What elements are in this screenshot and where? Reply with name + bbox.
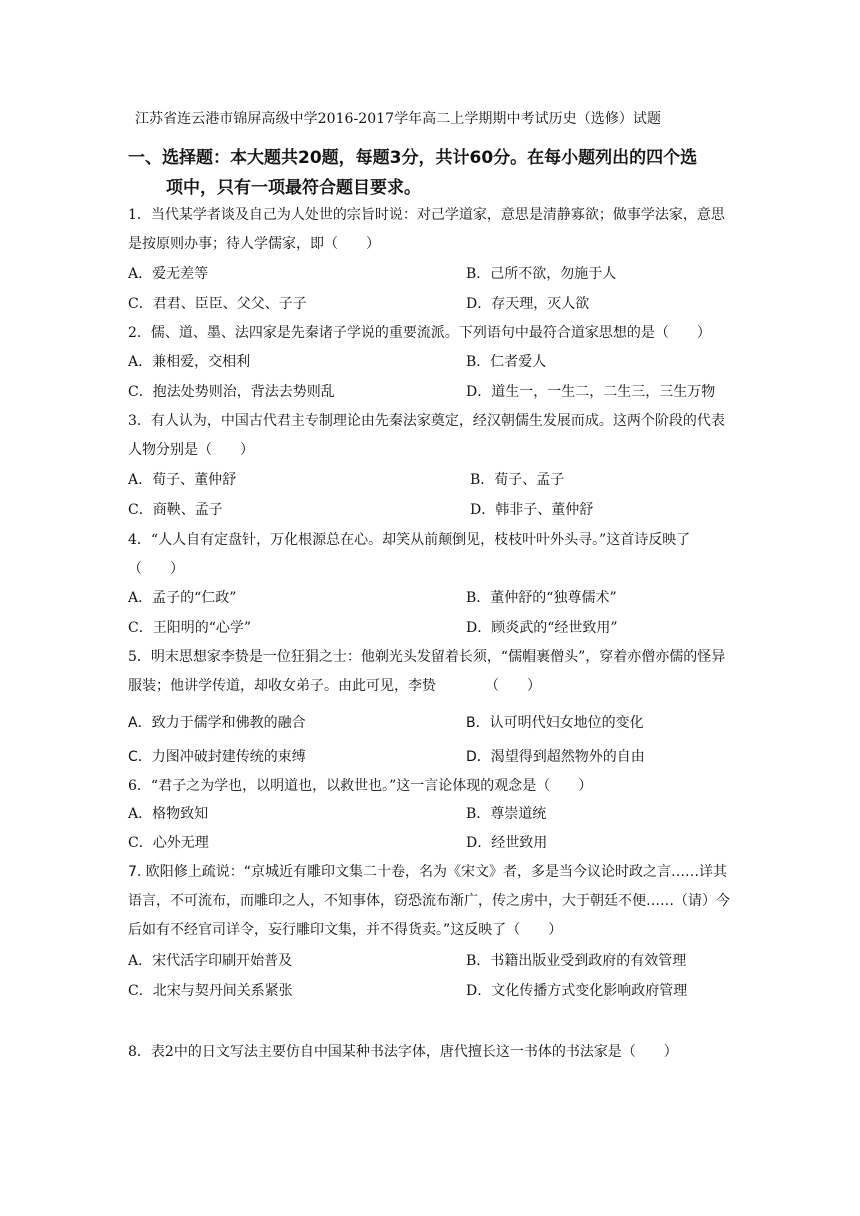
question-1-option-a: A．爱无差等 [128,266,209,282]
section-heading-line2: 项中，只有一项最符合题目要求。 [166,178,421,198]
question-3-option-b: B．荀子、孟子 [470,472,565,488]
question-7-option-c: C．北宋与契丹间关系紧张 [128,983,293,999]
question-5-stem: 5．明末思想家李贽是一位狂狷之士：他剃光头发留着长须，“儒帽裹僧头”，穿着亦僧亦儒的怪异服装；他讲学传道，却收女弟子。由此可见，李贽 （ ） [128,649,726,694]
question-3-option-d: D．韩非子、董仲舒 [470,502,594,518]
question-7-option-d: D．文化传播方式变化影响政府管理 [466,983,688,999]
question-3-stem: 3．有人认为，中国古代君主专制理论由先秦法家奠定，经汉朝儒生发展而成。这两个阶段的代表人物分别是（ ） [128,413,725,458]
question-4-option-c: C．王阳明的“心学” [128,620,252,636]
section-heading [128,143,738,203]
question-2-stem: 2．儒、道、墨、法四家是先秦诸子学说的重要流派。下列语句中最符合道家思想的是（ ） [128,325,711,341]
question-4-option-d: D．顾炎武的“经世致用” [466,620,618,636]
question-6-option-a: A．格物致知 [128,806,209,822]
question-2-option-a: A．兼相爱，交相利 [128,354,251,370]
question-6-option-d: D．经世致用 [466,835,548,851]
question-4-option-b: B．董仲舒的“独尊儒术” [466,590,617,606]
question-6-stem: 6．“君子之为学也，以明道也，以救世也。”这一言论体现的观念是（ ） [128,778,593,794]
question-6-option-c: C．心外无理 [128,835,209,851]
question-5-option-d: D．渴望得到超然物外的自由 [466,749,645,765]
question-5-option-b: B．认可明代妇女地位的变化 [466,715,644,731]
question-8-stem: 8．表2中的日文写法主要仿自中国某种书法字体，唐代擅长这一书体的书法家是（ ） [128,1044,678,1060]
question-7-option-a: A．宋代活字印刷开始普及 [128,953,293,969]
question-5-option-a: A．致力于儒学和佛教的融合 [128,715,306,731]
section-heading-line1: 一、选择题：本大题共20题，每题3分，共计60分。在每小题列出的四个选 [128,148,698,168]
question-3-option-c: C．商鞅、孟子 [128,502,223,518]
question-1-option-c: C．君君、臣臣、父父、子子 [128,296,307,312]
question-4-option-a: A．孟子的“仁政” [128,590,237,606]
question-1-stem: 1．当代某学者谈及自己为人处世的宗旨时说：对己学道家，意思是清静寡欲；做事学法家，意思是按原则办事；待人学儒家，即（ ） [128,207,725,252]
question-3-option-a: A．荀子、董仲舒 [128,472,237,488]
question-2-option-c: C．抱法处势则治，背法去势则乱 [128,384,335,400]
question-1-option-d: D．存天理，灭人欲 [466,296,590,312]
question-5-option-c: C．力图冲破封建传统的束缚 [128,749,306,765]
question-2-option-b: B．仁者爱人 [466,354,547,370]
document-title: 江苏省连云港市锦屏高级中学2016-2017学年高二上学期期中考试历史（选修）试题 [135,111,662,127]
question-7-option-b: B．书籍出版业受到政府的有效管理 [466,953,687,969]
question-7-stem: 7. 欧阳修上疏说：“京城近有雕印文集二十卷，名为《宋文》者，多是当今议论时政之言……详其语言，不可流布，而雕印之人，不知事体，窃恐流布渐广，传之虏中，大于朝廷不便……（请）今后如有不经官司详令，妄行雕印文集，并不得货卖。”这反映了（ ） [128,864,730,938]
question-1-option-b: B．己所不欲，勿施于人 [466,266,617,282]
question-2-option-d: D．道生一，一生二，二生三，三生万物 [466,384,716,400]
question-6-option-b: B．尊崇道统 [466,806,547,822]
question-4-stem: 4．“人人自有定盘针，万化根源总在心。却笑从前颠倒见，枝枝叶叶外头寻。”这首诗反映了（ ） [128,532,691,577]
